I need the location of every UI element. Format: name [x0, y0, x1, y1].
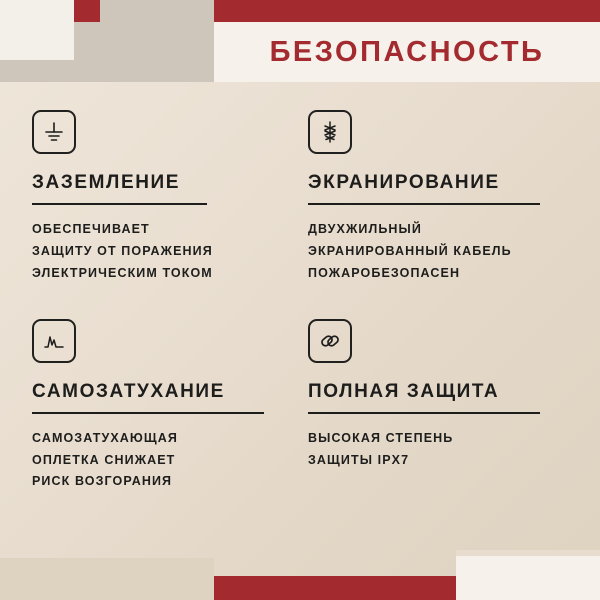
feature-body: [28, 219, 298, 285]
feature-body-line: ЭЛЕКТРИЧЕСКИМ ТОКОМ: [32, 265, 213, 280]
feature-card-shielding: [304, 110, 574, 285]
feature-body-line: ЭКРАНИРОВАННЫЙ КАБЕЛЬ: [308, 243, 512, 258]
feature-card-grounding: [28, 110, 298, 285]
feature-body-line: САМОЗАТУХАЮЩАЯ: [32, 430, 178, 445]
feature-card-full-protection: [304, 319, 574, 494]
feature-body-line: ДВУХЖИЛЬНЫЙ: [308, 222, 422, 236]
divider: [308, 203, 540, 205]
divider: [32, 203, 207, 205]
grounding-icon: [32, 110, 76, 154]
feature-body-line: ВЫСОКАЯ СТЕПЕНЬ: [308, 430, 454, 445]
feature-card-self-extinguishing: [28, 319, 298, 494]
decor-bottom-red-bar: [214, 576, 456, 600]
feature-body: [28, 428, 298, 494]
decor-top-red-bar: [214, 0, 600, 22]
decor-bottom-right-white-block: [456, 556, 600, 600]
feature-title: ЗАЗЕМЛЕНИЕ: [32, 172, 181, 193]
feature-body-line: ОБЕСПЕЧИВАЕТ: [32, 222, 150, 236]
shielding-icon: [308, 110, 352, 154]
divider: [308, 412, 540, 414]
feature-body-line: ОПЛЕТКА СНИЖАЕТ: [32, 452, 176, 467]
feature-title: САМОЗАТУХАНИЕ: [32, 380, 225, 402]
self-extinguishing-icon: [32, 319, 76, 363]
feature-body-line: РИСК ВОЗГОРАНИЯ: [32, 474, 173, 489]
full-protection-icon: [308, 319, 352, 363]
feature-title: ПОЛНАЯ ЗАЩИТА: [308, 380, 500, 402]
feature-body: [304, 428, 574, 472]
decor-top-red-tab: [74, 0, 100, 22]
decor-bottom-left-block: [0, 558, 214, 600]
divider: [32, 412, 264, 414]
feature-body-line: ПОЖАРОБЕЗОПАСЕН: [308, 265, 461, 280]
feature-grid: [0, 110, 600, 493]
feature-title: ЭКРАНИРОВАНИЕ: [308, 172, 500, 193]
feature-body-line: ЗАЩИТУ ОТ ПОРАЖЕНИЯ: [32, 243, 213, 258]
feature-body: [304, 219, 574, 285]
page-title: БЕЗОПАСНОСТЬ: [269, 35, 545, 68]
feature-body-line: ЗАЩИТЫ IPX7: [308, 452, 410, 467]
decor-top-left-white-block: [0, 0, 74, 60]
